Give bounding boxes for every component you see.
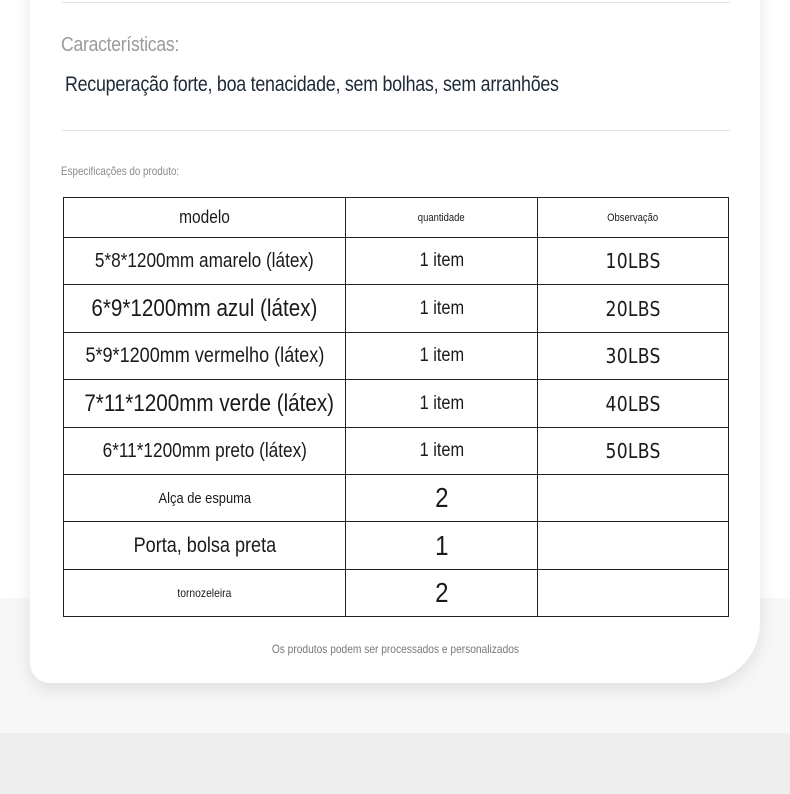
model-cell: 6*9*1200mm azul (látex) <box>64 285 346 333</box>
quantity-cell: 1 item <box>346 380 538 428</box>
quantity-cell: 1 item <box>346 285 538 333</box>
model-cell: Porta, bolsa preta <box>64 522 346 570</box>
column-header-quantity: quantidade <box>346 198 538 238</box>
quantity-cell: 1 <box>346 522 538 570</box>
quantity-cell: 2 <box>346 570 538 617</box>
observation-cell: 20LBS <box>538 285 729 333</box>
table-row <box>64 380 729 428</box>
quantity-cell: 1 item <box>346 428 538 475</box>
features-heading: Características: <box>61 34 180 56</box>
footnote: Os produtos podem ser processados e personalizados <box>271 642 519 656</box>
model-cell: 7*11*1200mm verde (látex) <box>64 380 346 428</box>
quantity-cell: 1 item <box>346 333 538 380</box>
observation-cell <box>538 570 729 617</box>
observation-cell: 30LBS <box>538 333 729 380</box>
background-bottom <box>0 733 790 794</box>
quantity-cell: 2 <box>346 475 538 522</box>
table-row <box>64 238 729 285</box>
observation-cell: 50LBS <box>538 428 729 475</box>
specs-table <box>63 197 729 617</box>
table-row <box>64 285 729 333</box>
observation-cell: 10LBS <box>538 238 729 285</box>
model-cell: 5*9*1200mm vermelho (látex) <box>64 333 346 380</box>
column-header-model: modelo <box>64 198 346 238</box>
column-header-observation: Observação <box>538 198 729 238</box>
divider-middle <box>62 130 730 131</box>
divider-top <box>62 2 730 3</box>
quantity-cell: 1 item <box>346 238 538 285</box>
observation-cell <box>538 475 729 522</box>
table-row <box>64 570 729 617</box>
table-header-row <box>64 198 729 238</box>
features-text: Recuperação forte, boa tenacidade, sem bolhas, sem arranhões <box>65 73 559 96</box>
model-cell: tornozeleira <box>64 570 346 617</box>
observation-cell <box>538 522 729 570</box>
model-cell: 6*11*1200mm preto (látex) <box>64 428 346 475</box>
table-row <box>64 475 729 522</box>
specs-heading: Especificações do produto: <box>61 164 180 178</box>
table-row <box>64 428 729 475</box>
table-row <box>64 333 729 380</box>
observation-cell: 40LBS <box>538 380 729 428</box>
table-row <box>64 522 729 570</box>
model-cell: Alça de espuma <box>64 475 346 522</box>
model-cell: 5*8*1200mm amarelo (látex) <box>64 238 346 285</box>
